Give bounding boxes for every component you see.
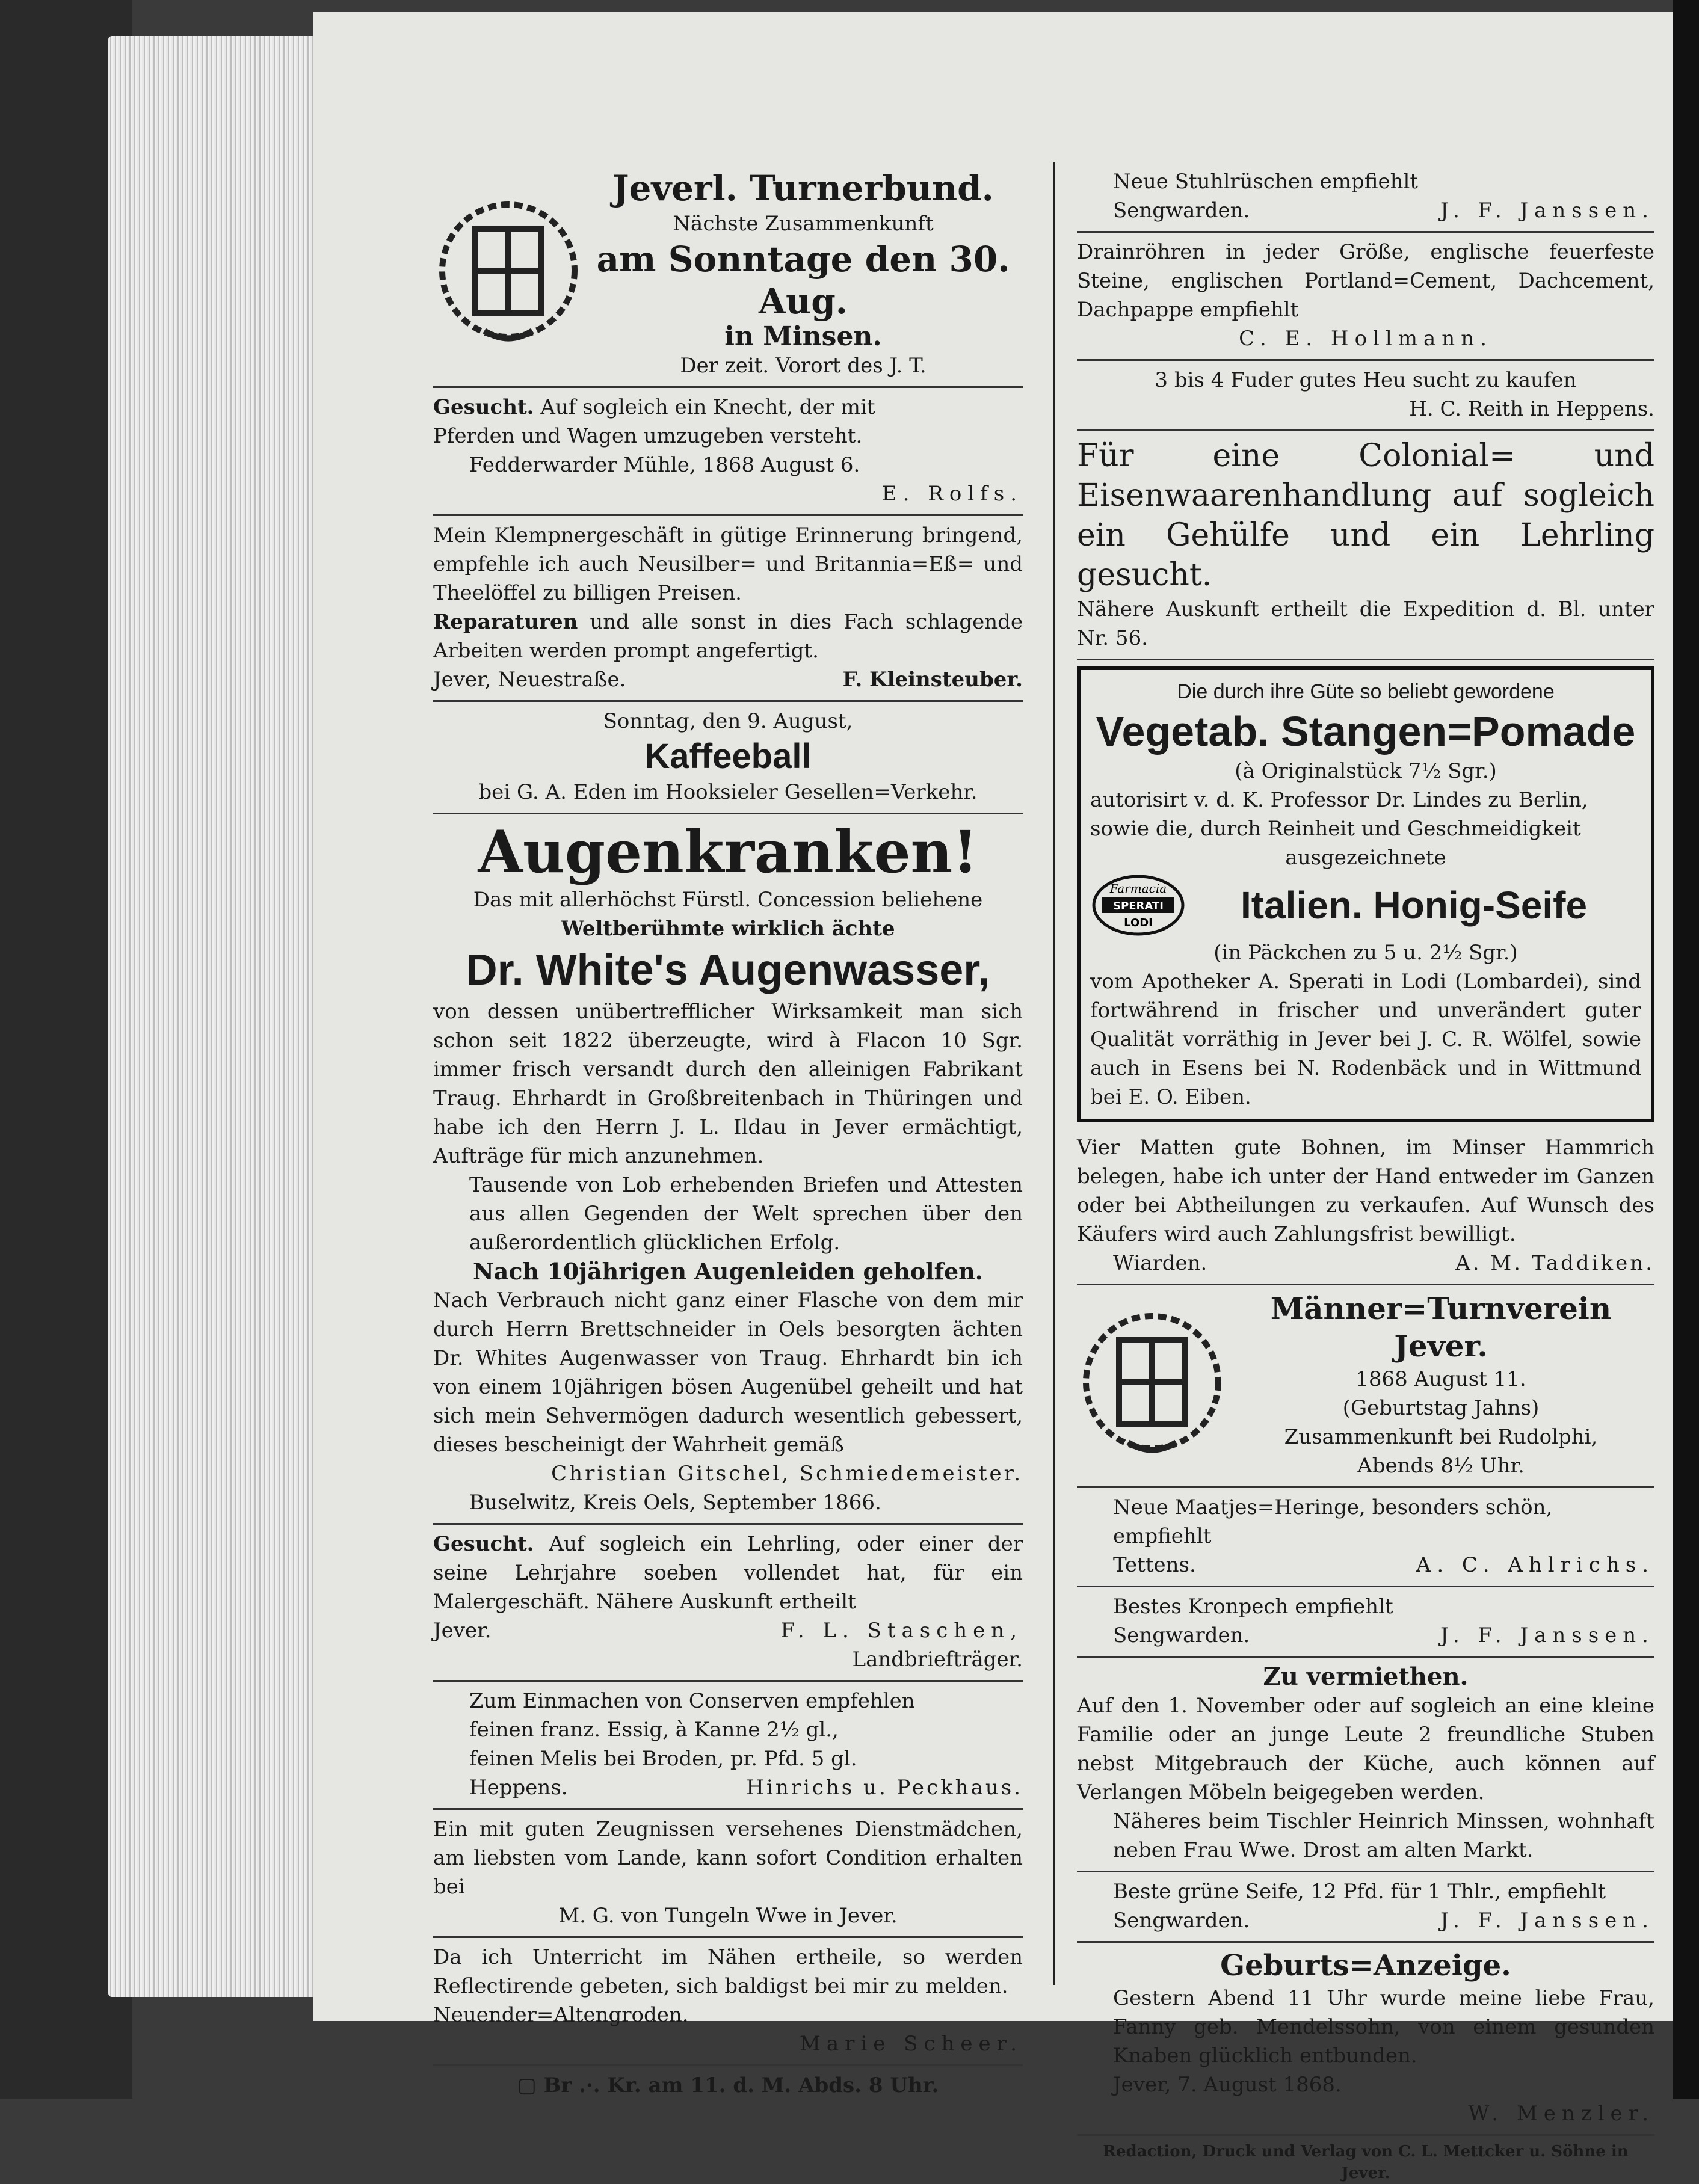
- pomade-price2: (in Päckchen zu 5 u. 2½ Sgr.): [1213, 941, 1518, 965]
- stuhl-line1: Neue Stuhlrüschen empfiehlt: [1113, 170, 1419, 194]
- seal-top-text: Farmacia: [1109, 881, 1167, 896]
- augen-place: Buselwitz, Kreis Oels, September 1866.: [469, 1490, 881, 1515]
- conserven-line3: feinen Melis bei Broden, pr. Pfd. 5 gl.: [469, 1747, 857, 1771]
- pomade-price: (à Originalstück 7½ Sgr.): [1235, 759, 1497, 783]
- lehrling-lead: Gesucht.: [433, 1532, 534, 1556]
- pomade-title2: Italien. Honig-Seife: [1240, 884, 1588, 927]
- conserven-place: Heppens.: [469, 1776, 568, 1800]
- maenner-title: Männer=Turnverein: [1270, 1291, 1612, 1326]
- augenwasser-ad: [433, 814, 1023, 1525]
- augen-body2: Tausende von Lob erhebenden Briefen und Attesten aus allen Gegenden der Welt sprechen über den außerordentlich glücklichen Erfolg.: [469, 1173, 1023, 1255]
- pomade-line3: sowie die, durch Reinheit und Geschmeidigkeit: [1090, 817, 1581, 841]
- knecht-line2: Pferden und Wagen umzugeben versteht.: [433, 424, 863, 448]
- turnerbund-title: Jeverl. Turnerbund.: [612, 168, 994, 209]
- kronpech-ad: [1077, 1587, 1654, 1658]
- seife-sign: J. F. Janssen.: [1440, 1909, 1654, 1933]
- dienstmaedchen-ad: [433, 1810, 1023, 1938]
- turnerbund-place: in Minsen.: [724, 321, 882, 352]
- seal-bot-text: LODI: [1124, 917, 1153, 929]
- turner-cross-emblem-icon: [1077, 1307, 1227, 1463]
- geburt-sign: W. Menzler.: [1468, 2102, 1654, 2126]
- matten-text: Vier Matten gute Bohnen, im Minser Hammrich belegen, habe ich unter der Hand entweder im Ganzen oder bei Abtheilungen zu verkaufen. Auf Wunsch des Käufers wird auch Zahlungsfrist bewilligt.: [1077, 1136, 1654, 1246]
- column-divider: [1053, 162, 1055, 1985]
- augen-heading2: Nach 10jährigen Augenleiden geholfen.: [473, 1258, 983, 1285]
- dienst-sign: M. G. von Tungeln Wwe in Jever.: [558, 1904, 898, 1928]
- augen-line1: Das mit allerhöchst Fürstl. Concession beliehene: [473, 888, 983, 912]
- right-column: [1077, 162, 1654, 2184]
- freemason-notice: [433, 2066, 1023, 2106]
- kronpech-text: Bestes Kronpech empfiehlt: [1113, 1595, 1393, 1619]
- knecht-place: Fedderwarder Mühle, 1868 August 6.: [469, 453, 860, 477]
- turner-cross-emblem-icon: [433, 195, 584, 352]
- stuhl-sign: J. F. Janssen.: [1440, 198, 1654, 223]
- stuhl-ad: [1077, 162, 1654, 233]
- maenner-time: Abends 8½ Uhr.: [1357, 1454, 1525, 1478]
- maenner-title2: Jever.: [1394, 1328, 1488, 1364]
- augen-body1: von dessen unübertrefflicher Wirksamkeit man sich schon seit 1822 überzeugte, wird à Flacon 10 Sgr. immer frisch versandt durch den alleinigen Fabrikant Traug. Ehrhardt in Großbreitenbach in Thüringen und habe ich den Herrn J. L. Ildau in Jever ermächtigt, Aufträge für mich anzunehmen.: [433, 1000, 1023, 1168]
- naehen-sign: Marie Scheer.: [800, 2032, 1023, 2056]
- turnerbund-date: am Sonntage den 30. Aug.: [596, 239, 1010, 322]
- kaffeeball-where: bei G. A. Eden im Hooksieler Gesellen=Verkehr.: [478, 780, 978, 804]
- maenner-note: (Geburtstag Jahns): [1342, 1396, 1540, 1420]
- klempner-ad: [433, 516, 1023, 702]
- vermiethen-title: Zu vermiethen.: [1263, 1663, 1469, 1691]
- naehen-text: Da ich Unterricht im Nähen ertheile, so werden Reflectirende gebeten, sich baldigst bei mir zu melden.: [433, 1945, 1023, 1998]
- book-page-stack: [108, 36, 337, 1997]
- knecht-line1: Auf sogleich ein Knecht, der mit: [540, 395, 875, 419]
- maenner-line: Zusammenkunft bei Rudolphi,: [1284, 1425, 1598, 1449]
- vermiethen-ad: [1077, 1658, 1654, 1872]
- heu-text: 3 bis 4 Fuder gutes Heu sucht zu kaufen: [1155, 368, 1577, 392]
- kaffeeball-date: Sonntag, den 9. August,: [603, 709, 853, 733]
- freemason-text: Br .·. Kr. am 11. d. M. Abds. 8 Uhr.: [543, 2073, 939, 2097]
- klempner-place: Jever, Neuestraße.: [433, 668, 626, 692]
- augen-title: Augenkranken!: [478, 818, 978, 886]
- matten-ad: [1077, 1128, 1654, 1285]
- imprint: Redaction, Druck und Verlag von C. L. Mettcker u. Söhne in Jever.: [1103, 2142, 1629, 2182]
- pomade-line1: Die durch ihre Güte so beliebt gewordene: [1177, 680, 1555, 703]
- klempner-text2: und alle sonst in dies Fach schlagende Arbeiten werden prompt angefertigt.: [433, 610, 1023, 663]
- heu-sign: H. C. Reith in Heppens.: [1409, 397, 1654, 421]
- matten-place: Wiarden.: [1113, 1251, 1207, 1275]
- kronpech-sign: J. F. Janssen.: [1440, 1623, 1654, 1647]
- klempner-lead2: Reparaturen: [433, 610, 578, 634]
- klempner-sign: F. Kleinsteuber.: [842, 668, 1023, 692]
- seal-mid-text: SPERATI: [1113, 900, 1164, 912]
- conserven-line1: Zum Einmachen von Conserven empfehlen: [469, 1689, 915, 1713]
- lehrling-place: Jever.: [433, 1619, 492, 1643]
- colonial-ad: [1077, 431, 1654, 660]
- seife-ad: [1077, 1872, 1654, 1943]
- klempner-text: Mein Klempnergeschäft in gütige Erinnerung bringend, empfehle ich auch Neusilber= und Britannia=Eß= und Theelöffel zu billigen Preisen.: [433, 523, 1023, 605]
- conserven-line2: feinen franz. Essig, à Kanne 2½ gl.,: [469, 1718, 839, 1742]
- maatjes-sign: A. C. Ahlrichs.: [1416, 1553, 1654, 1577]
- naehen-place: Neuender=Altengroden.: [433, 2003, 689, 2027]
- kaffeeball-ad: [433, 702, 1023, 814]
- seife-text: Beste grüne Seife, 12 Pfd. für 1 Thlr., empfiehlt: [1113, 1880, 1606, 1904]
- augen-body3: Nach Verbrauch nicht ganz einer Flasche von dem mir durch Herrn Brettschneider in Oels besorgten ächten Dr. Whites Augenwasser von Traug. Ehrhardt bin ich von einem 10jährigen bösen Augenübel geheilt und hat sich mein Sehvermögen dadurch wesentlich gebessert, dieses bescheinigt der Wahrheit gemäß: [433, 1288, 1023, 1457]
- lehrling-role: Landbriefträger.: [852, 1647, 1023, 1672]
- left-column: [433, 162, 1023, 2106]
- geburt-title: Geburts=Anzeige.: [1220, 1949, 1511, 1983]
- heu-ad: [1077, 361, 1654, 431]
- stuhl-place: Sengwarden.: [1113, 198, 1250, 223]
- drain-sign: C. E. Hollmann.: [1239, 327, 1493, 351]
- augen-product: Dr. White's Augenwasser,: [466, 946, 990, 994]
- maatjes-text: Neue Maatjes=Heringe, besonders schön, empfiehlt: [1113, 1495, 1553, 1548]
- turnerbund-subtitle: Nächste Zusammenkunft: [673, 212, 934, 236]
- maenner-date: 1868 August 11.: [1355, 1367, 1526, 1391]
- pomade-title: Vegetab. Stangen=Pomade: [1096, 708, 1636, 755]
- turnerbund-ad: [433, 162, 1023, 388]
- maatjes-ad: [1077, 1488, 1654, 1587]
- maatjes-place: Tettens.: [1113, 1553, 1196, 1577]
- naehen-ad: [433, 1938, 1023, 2066]
- drain-text: Drainröhren in jeder Größe, englische feuerfeste Steine, englischen Portland=Cement, Dachcement, Dachpappe empfiehlt: [1077, 240, 1654, 322]
- sperati-seal-icon: [1090, 872, 1186, 938]
- geburt-ad: [1077, 1943, 1654, 2136]
- colonial-headline: Für eine Colonial= und Eisenwaarenhandlung auf sogleich ein Gehülfe und ein Lehrling gesucht.: [1077, 438, 1654, 593]
- maenner-turnverein-ad: [1077, 1285, 1654, 1488]
- vermiethen-text: Auf den 1. November oder auf sogleich an eine kleine Familie oder an junge Leute 2 freundliche Stuben nebst Mitgebrauch der Küche, auch können auf Verlangen Möbeln beigegeben werden.: [1077, 1694, 1654, 1804]
- drain-ad: [1077, 233, 1654, 361]
- conserven-ad: [433, 1682, 1023, 1810]
- pomade-line4: ausgezeichnete: [1285, 846, 1446, 870]
- knecht-sign: E. Rolfs.: [881, 482, 1023, 506]
- pomade-line2: autorisirt v. d. K. Professor Dr. Lindes zu Berlin,: [1090, 788, 1588, 812]
- seife-place: Sengwarden.: [1113, 1909, 1250, 1933]
- lehrling-ad: [433, 1525, 1023, 1682]
- pomade-ad-frame: [1077, 666, 1654, 1122]
- colonial-info: Nähere Auskunft ertheilt die Expedition d. Bl. unter Nr. 56.: [1077, 597, 1654, 650]
- dienst-text: Ein mit guten Zeugnissen versehenes Dienstmädchen, am liebsten vom Lande, kann sofort Condition erhalten bei: [433, 1817, 1023, 1899]
- vermiethen-text2: Näheres beim Tischler Heinrich Minssen, wohnhaft neben Frau Wwe. Drost am alten Markt.: [1113, 1809, 1654, 1862]
- conserven-sign: Hinrichs u. Peckhaus.: [746, 1776, 1023, 1800]
- lehrling-text: Auf sogleich ein Lehrling, oder einer der seine Lehrjahre soeben vollendet hat, für ein Malergeschäft. Nähere Auskunft ertheilt: [433, 1532, 1023, 1614]
- geburt-text: Gestern Abend 11 Uhr wurde meine liebe Frau, Fanny geb. Mendelssohn, von einem gesunden Knaben glücklich entbunden.: [1113, 1986, 1654, 2068]
- turnerbund-sign: Der zeit. Vorort des J. T.: [680, 354, 927, 378]
- knecht-lead: Gesucht.: [433, 395, 534, 419]
- kaffeeball-title: Kaffeeball: [644, 737, 812, 776]
- knecht-ad: [433, 388, 1023, 516]
- augen-line2: Weltberühmte wirklich ächte: [561, 917, 895, 941]
- geburt-place: Jever, 7. August 1868.: [1113, 2073, 1342, 2097]
- square-icon: ▢: [517, 2073, 537, 2097]
- augen-sign: Christian Gitschel, Schmiedemeister.: [551, 1462, 1023, 1486]
- lehrling-sign: F. L. Staschen,: [780, 1619, 1023, 1643]
- scan-background-right: [1673, 0, 1699, 2099]
- kronpech-place: Sengwarden.: [1113, 1623, 1250, 1647]
- pomade-body: vom Apotheker A. Sperati in Lodi (Lombardei), sind fortwährend in frischer und unverändert guter Qualität vorräthig in Jever bei J. C. R. Wölfel, sowie auch in Esens bei N. Rodenbäck und in Wittmund bei E. O. Eiben.: [1090, 970, 1641, 1109]
- matten-sign: A. M. Taddiken.: [1455, 1251, 1654, 1275]
